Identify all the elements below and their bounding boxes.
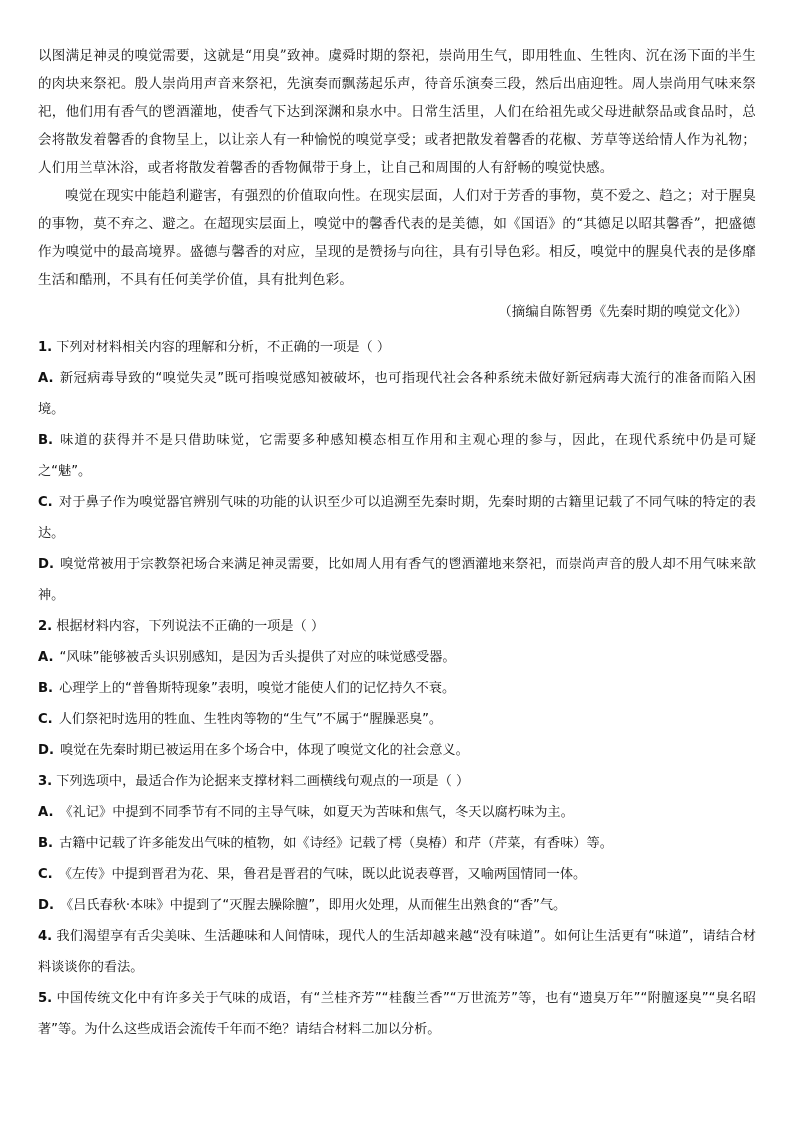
option-text: 嗅觉常被用于宗教祭祀场合来满足神灵需要，比如周人用有香气的鬯酒灌地来祭祀，而崇尚声音的殷人却不用气味来歆神。 (38, 557, 756, 603)
question-5 (38, 983, 756, 1045)
option-text: 《吕氏春秋·本味》中提到了“灭腥去臊除膻”，即用火处理，从而催生出熟食的“香”气。 (59, 898, 567, 913)
question-2 (38, 611, 756, 766)
passage-paragraph-2: 嗅觉在现实中能趋利避害，有强烈的价值取向性。在现实层面，人们对于芳香的事物，莫不爱之、趋之；对于腥臭的事物，莫不弃之、避之。在超现实层面上，嗅觉中的馨香代表的是美德，如《国语》的“其德足以昭其馨香”，把盛德作为嗅觉中的最高境界。盛德与馨香的对应，呈现的是赞扬与向往，具有引导色彩。相反，嗅觉中的腥臭代表的是侈靡生活和酷刑，不具有任何美学价值，具有批判色彩。 (38, 188, 756, 288)
question-stem (38, 921, 756, 983)
option-letter: C. (38, 495, 53, 510)
option-letter: D. (38, 898, 54, 913)
option-d[interactable] (38, 549, 756, 611)
option-text: 对于鼻子作为嗅觉器官辨别气味的功能的认识至少可以追溯至先秦时期，先秦时期的古籍里记载了不同气味的特定的表达。 (38, 495, 756, 541)
question-1 (38, 332, 756, 611)
option-text: 心理学上的“普鲁斯特现象”表明，嗅觉才能使人们的记忆持久不衰。 (59, 681, 456, 696)
question-3 (38, 766, 756, 921)
question-list (38, 332, 756, 1045)
option-b[interactable] (38, 828, 756, 859)
question-text: 我们渴望享有舌尖美味、生活趣味和人间情味，现代人的生活却越来越“没有味道”。如何让生活更有“味道”，请结合材料谈谈你的看法。 (38, 929, 756, 975)
question-number: 1. (38, 340, 53, 355)
option-letter: B. (38, 836, 54, 851)
option-letter: A. (38, 371, 54, 386)
question-stem (38, 611, 756, 642)
question-stem (38, 766, 756, 797)
option-c[interactable] (38, 704, 756, 735)
passage-source: （摘编自陈智勇《先秦时期的嗅觉文化》） (498, 304, 748, 320)
option-text: 《左传》中提到晋君为花、果，鲁君是晋君的气味，既以此说表尊晋，又喻两国情同一体。 (58, 867, 587, 882)
option-a[interactable] (38, 797, 756, 828)
question-text: 中国传统文化中有许多关于气味的成语，有“兰桂齐芳”“桂馥兰香”“万世流芳”等，也有“遗臭万年”“附膻逐臭”“臭名昭著”等。为什么这些成语会流传千年而不绝？请结合材料二加以分析。 (38, 991, 756, 1037)
option-text: 新冠病毒导致的“嗅觉失灵”既可指嗅觉感知被破坏，也可指现代社会各种系统未做好新冠病毒大流行的准备而陷入困境。 (38, 371, 756, 417)
option-text: “风味”能够被舌头识别感知，是因为舌头提供了对应的味觉感受器。 (59, 650, 456, 665)
question-text: 下列选项中，最适合作为论据来支撑材料二画横线句观点的一项是（ ） (56, 774, 470, 789)
reading-passage (38, 42, 756, 326)
question-text: 下列对材料相关内容的理解和分析，不正确的一项是（ ） (56, 340, 391, 355)
option-letter: A. (38, 805, 54, 820)
question-number: 5. (38, 991, 53, 1006)
option-b[interactable] (38, 673, 756, 704)
option-c[interactable] (38, 487, 756, 549)
passage-paragraph-1: 以图满足神灵的嗅觉需要，这就是“用臭”致神。虞舜时期的祭祀，崇尚用生气，即用牲血、生牲肉、沉在汤下面的半生的肉块来祭祀。殷人崇尚用声音来祭祀，先演奏而飘荡起乐声，待音乐演奏三段，然后出庙迎牲。周人崇尚用气味来祭祀，他们用有香气的鬯酒灌地，使香气下达到深渊和泉水中。日常生活里，人们在给祖先或父母进献祭品或食品时，总会将散发着馨香的食物呈上，以让亲人有一种愉悦的嗅觉享受；或者把散发着馨香的花椒、芳草等送给情人作为礼物；人们用兰草沐浴，或者将散发着馨香的香物佩带于身上，让自己和周围的人有舒畅的嗅觉快感。 (38, 48, 756, 176)
option-letter: C. (38, 712, 53, 727)
option-text: 古籍中记载了许多能发出气味的植物，如《诗经》记载了樗（臭椿）和芹（芹菜，有香味）等。 (59, 836, 613, 851)
option-d[interactable] (38, 735, 756, 766)
option-d[interactable] (38, 890, 756, 921)
question-number: 2. (38, 619, 53, 634)
option-letter: B. (38, 681, 54, 696)
option-letter: B. (38, 433, 54, 448)
option-letter: D. (38, 743, 54, 758)
question-number: 3. (38, 774, 53, 789)
question-text: 根据材料内容，下列说法不正确的一项是（ ） (56, 619, 325, 634)
question-stem (38, 983, 756, 1045)
question-stem (38, 332, 756, 363)
question-number: 4. (38, 929, 53, 944)
option-b[interactable] (38, 425, 756, 487)
option-a[interactable] (38, 363, 756, 425)
option-text: 味道的获得并不是只借助味觉，它需要多种感知模态相互作用和主观心理的参与，因此，在现代系统中仍是可疑之“魅”。 (38, 433, 756, 479)
option-a[interactable] (38, 642, 756, 673)
option-text: 《礼记》中提到不同季节有不同的主导气味，如夏天为苦味和焦气，冬天以腐朽味为主。 (59, 805, 574, 820)
option-c[interactable] (38, 859, 756, 890)
option-text: 人们祭祀时选用的牲血、生牲肉等物的“生气”不属于“腥臊恶臭”。 (58, 712, 443, 727)
option-letter: A. (38, 650, 54, 665)
option-text: 嗅觉在先秦时期已被运用在多个场合中，体现了嗅觉文化的社会意义。 (59, 743, 469, 758)
option-letter: D. (38, 557, 54, 572)
option-letter: C. (38, 867, 53, 882)
question-4 (38, 921, 756, 983)
